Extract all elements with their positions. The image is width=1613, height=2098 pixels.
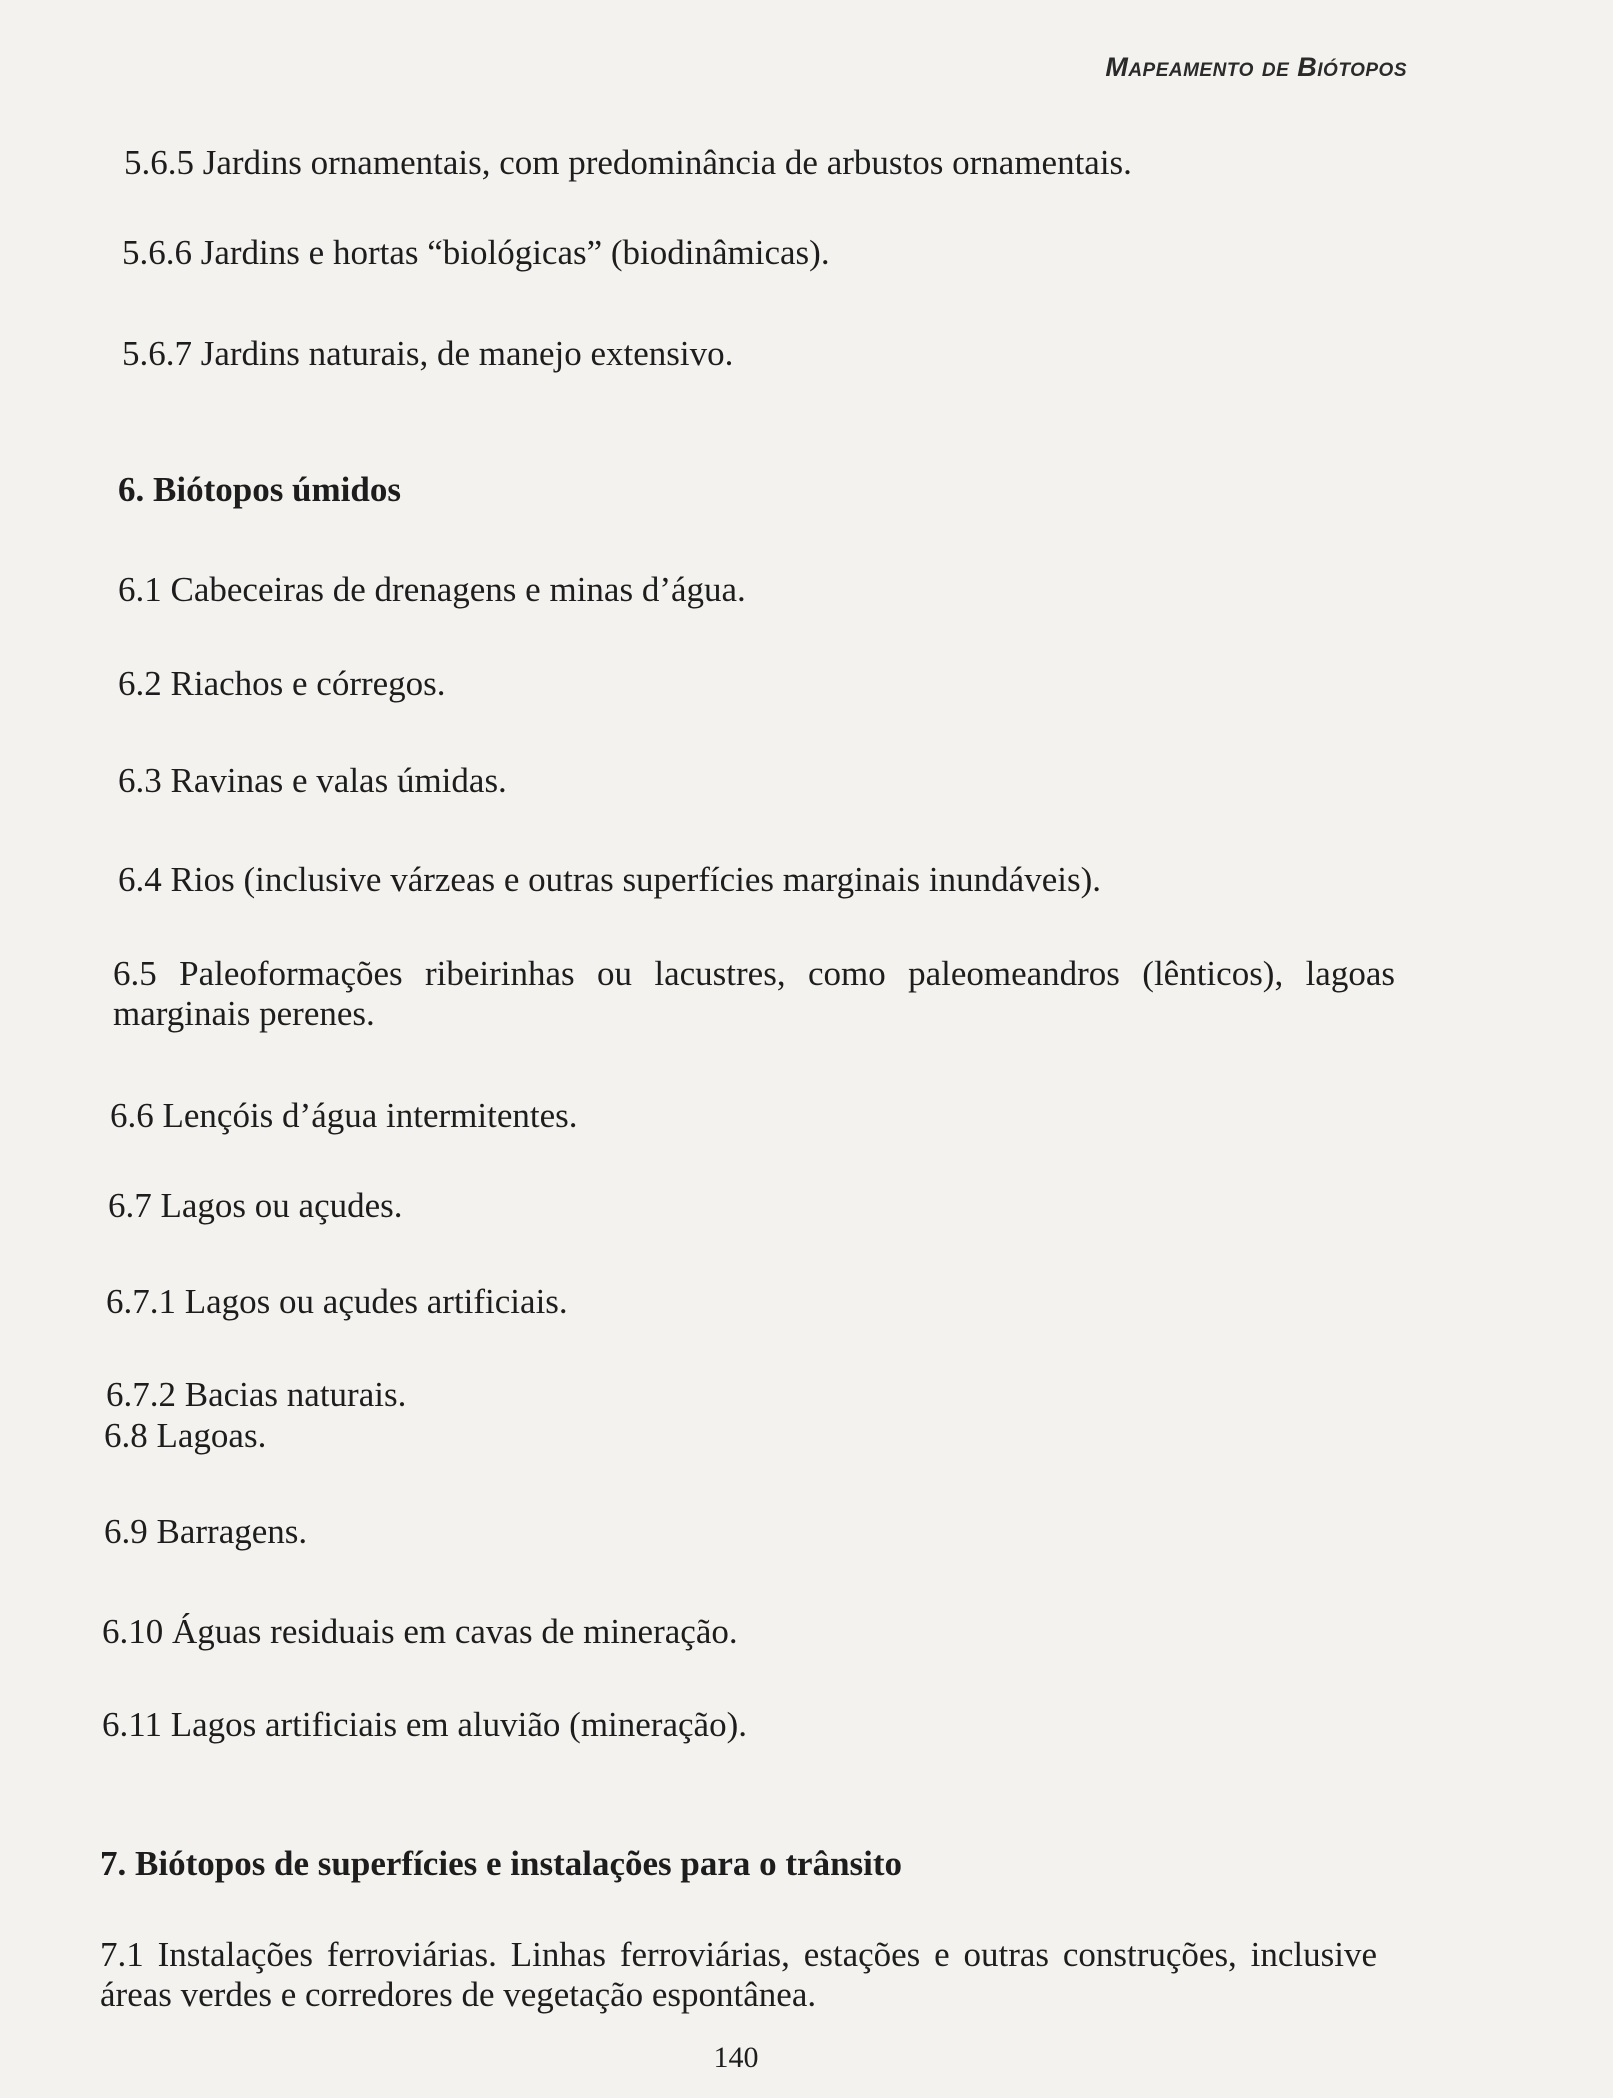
list-item-6-4: 6.4 Rios (inclusive várzeas e outras superfícies marginais inundáveis). bbox=[118, 860, 1101, 899]
list-item-6-8: 6.8 Lagoas. bbox=[104, 1416, 267, 1455]
section-heading-6: 6. Biótopos úmidos bbox=[118, 470, 401, 509]
list-item-6-9: 6.9 Barragens. bbox=[104, 1512, 308, 1551]
list-item-6-5: 6.5 Paleoformações ribeirinhas ou lacustres, como paleomeandros (lênticos), lagoas marginais perenes. bbox=[113, 954, 1395, 1033]
list-item-6-7: 6.7 Lagos ou açudes. bbox=[108, 1186, 403, 1225]
list-item-6-7-1: 6.7.1 Lagos ou açudes artificiais. bbox=[106, 1282, 568, 1321]
page-number: 140 bbox=[713, 2041, 759, 2074]
list-item-6-11: 6.11 Lagos artificiais em aluvião (mineração). bbox=[102, 1705, 747, 1744]
list-item-6-7-2: 6.7.2 Bacias naturais. bbox=[106, 1375, 407, 1414]
list-item-6-10: 6.10 Águas residuais em cavas de mineração. bbox=[102, 1612, 738, 1651]
list-item-5-6-5: 5.6.5 Jardins ornamentais, com predominância de arbustos ornamentais. bbox=[124, 143, 1132, 182]
section-heading-7: 7. Biótopos de superfícies e instalações para o trânsito bbox=[100, 1844, 903, 1883]
list-item-7-1: 7.1 Instalações ferroviárias. Linhas ferroviárias, estações e outras construções, inclusive áreas verdes e corredores de vegetação espontânea. bbox=[100, 1935, 1377, 2014]
list-item-5-6-6: 5.6.6 Jardins e hortas “biológicas” (biodinâmicas). bbox=[122, 233, 830, 272]
list-item-6-6: 6.6 Lençóis d’água intermitentes. bbox=[110, 1096, 578, 1135]
list-item-6-2: 6.2 Riachos e córregos. bbox=[118, 664, 446, 703]
list-item-5-6-7: 5.6.7 Jardins naturais, de manejo extensivo. bbox=[122, 334, 734, 373]
list-item-6-3: 6.3 Ravinas e valas úmidas. bbox=[118, 761, 507, 800]
running-header: Mapeamento de Biótopos bbox=[1105, 52, 1407, 82]
list-item-6-1: 6.1 Cabeceiras de drenagens e minas d’água. bbox=[118, 570, 746, 609]
